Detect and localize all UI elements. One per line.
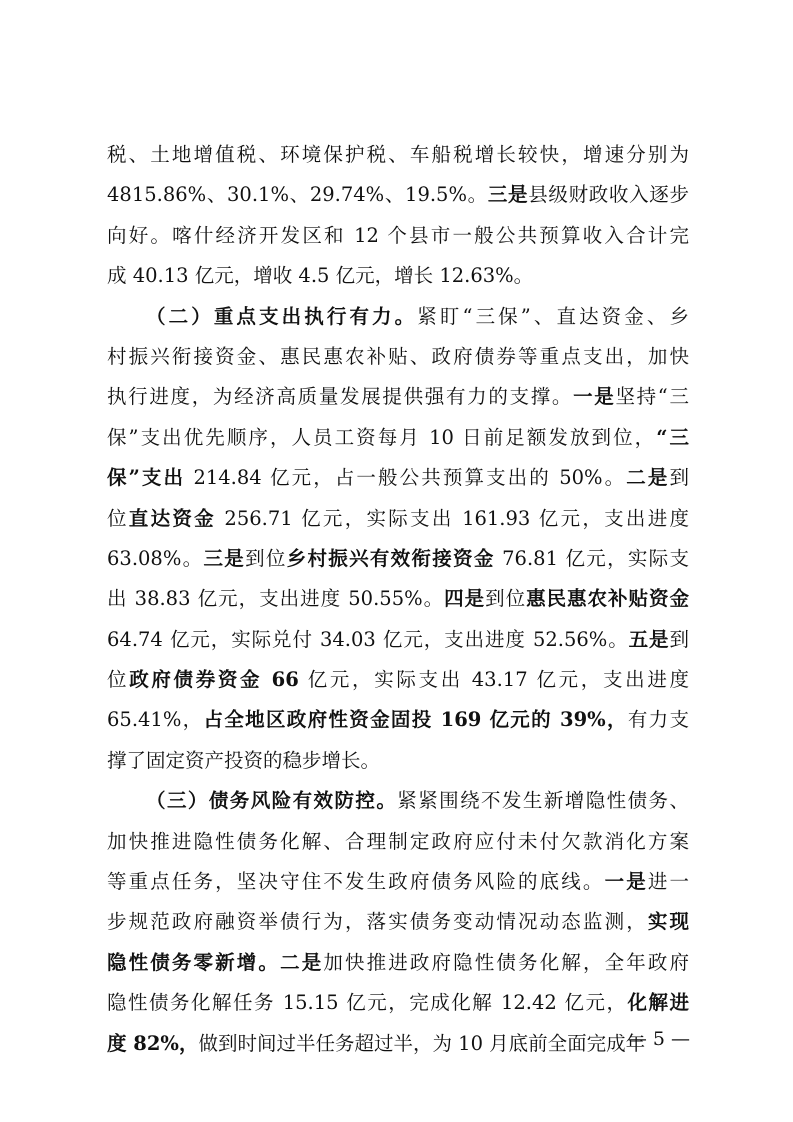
text-run: 214.84 亿元，占一般公共预算支出的 50%。	[185, 466, 627, 490]
text-line	[107, 256, 689, 296]
text-run: 63.08%。	[107, 546, 204, 570]
bold-text: 一是	[604, 870, 648, 894]
text-run: 县级财政收入逐步	[528, 183, 689, 207]
text-run: 撑了固定资产投资的稳步增长。	[107, 748, 381, 772]
text-line	[107, 579, 689, 619]
bold-text: 直达资金	[128, 506, 216, 530]
text-line	[107, 943, 689, 983]
bold-text: 化解进	[627, 991, 689, 1015]
text-run: 紧盯“三保”、直达资金、乡	[417, 304, 689, 328]
text-run: 等重点任务，坚决守住不发生政府债务风险的底线。	[107, 870, 605, 894]
bold-text: （三）债务风险有效防控。	[146, 789, 398, 813]
text-run: 税、土地增值税、环境保护税、车船税增长较快，增速分别为	[107, 143, 689, 166]
text-line	[107, 822, 689, 862]
text-run: 进一	[647, 870, 689, 894]
text-run: 紧紧围绕不发生新增隐性债务、	[397, 789, 689, 813]
text-line	[107, 620, 689, 660]
text-run: 保”支出优先顺序，人员工资每月 10 日前足额发放到位，	[107, 425, 657, 449]
text-run: 亿元，实际支出 43.17 亿元，支出进度	[298, 668, 689, 692]
text-run: 到	[669, 466, 689, 490]
text-line	[107, 700, 689, 740]
text-line	[107, 216, 689, 256]
text-line	[107, 418, 689, 458]
page-number: — 5 —	[627, 1028, 690, 1050]
bold-text: 五是	[628, 627, 670, 651]
text-line	[107, 135, 689, 175]
text-line	[107, 499, 689, 539]
text-run: 到	[669, 627, 689, 651]
text-run: 76.81 亿元，实际支	[494, 546, 689, 570]
bold-text: 实现	[647, 910, 689, 934]
text-run: 做到时间过半任务超过半，为 10 月底前全面完成年	[198, 1031, 646, 1055]
text-run: 向好。喀什经济开发区和 12 个县市一般公共预算收入合计完	[107, 223, 689, 247]
text-line	[107, 660, 689, 700]
text-line	[107, 175, 689, 215]
bold-text: “三	[656, 425, 689, 449]
bold-text: 隐性债务零新增。	[107, 950, 281, 974]
text-run: 成 40.13 亿元，增收 4.5 亿元，增长 12.63%。	[107, 264, 534, 288]
bold-text: （二）重点支出执行有力。	[146, 304, 418, 328]
bold-text: 保”支出	[107, 466, 186, 490]
bold-text: 三是	[203, 546, 246, 570]
bold-text: 乡村振兴有效衔接资金	[286, 546, 495, 570]
text-run: 到位	[485, 587, 527, 611]
text-run: 村振兴衔接资金、惠民惠农补贴、政府债券等重点支出，加快	[107, 344, 689, 368]
text-run: 加快推进隐性债务化解、合理制定政府应付未付欠款消化方案	[107, 829, 689, 853]
text-run: 隐性债务化解任务 15.15 亿元，完成化解 12.42 亿元，	[107, 991, 628, 1015]
text-line	[107, 781, 689, 821]
bold-text: 二是	[626, 466, 670, 490]
text-line	[107, 983, 689, 1023]
text-line	[107, 337, 689, 377]
bold-text: 度 82%，	[107, 1031, 199, 1055]
text-run: 位	[107, 668, 130, 692]
text-run: 坚持“三	[615, 385, 689, 409]
text-line	[107, 741, 689, 781]
bold-text: 政府债券资金 66	[129, 668, 299, 692]
text-run: 到位	[245, 546, 287, 570]
text-run: 步规范政府融资举债行为，落实债务变动情况动态监测，	[107, 910, 648, 934]
text-line	[107, 862, 689, 902]
text-run: 位	[107, 506, 129, 530]
text-run: 256.71 亿元，实际支出 161.93 亿元，支出进度	[215, 506, 689, 530]
text-run: 65.41%，	[107, 708, 204, 732]
bold-text: 占全地区政府性资金固投 169 亿元的 39%，	[203, 708, 628, 732]
bold-text: 二是	[280, 950, 324, 974]
text-line	[107, 458, 689, 498]
text-run: 4815.86%、30.1%、29.74%、19.5%。	[107, 183, 488, 207]
text-run: 出 38.83 亿元，支出进度 50.55%。	[107, 587, 445, 611]
bold-text: 三是	[487, 183, 529, 207]
text-run: 执行进度，为经济高质量发展提供强有力的支撑。	[107, 385, 574, 409]
text-line	[107, 297, 689, 337]
bold-text: 四是	[444, 587, 486, 611]
text-line	[107, 377, 689, 417]
text-line	[107, 539, 689, 579]
text-line	[107, 902, 689, 942]
bold-text: 一是	[573, 385, 616, 409]
bold-text: 惠民惠农补贴资金	[526, 587, 689, 611]
text-run: 64.74 亿元，实际兑付 34.03 亿元，支出进度 52.56%。	[107, 627, 629, 651]
text-run: 加快推进政府隐性债务化解，全年政府	[323, 950, 689, 974]
text-run: 有力支	[627, 708, 689, 732]
body-text	[107, 135, 689, 1064]
